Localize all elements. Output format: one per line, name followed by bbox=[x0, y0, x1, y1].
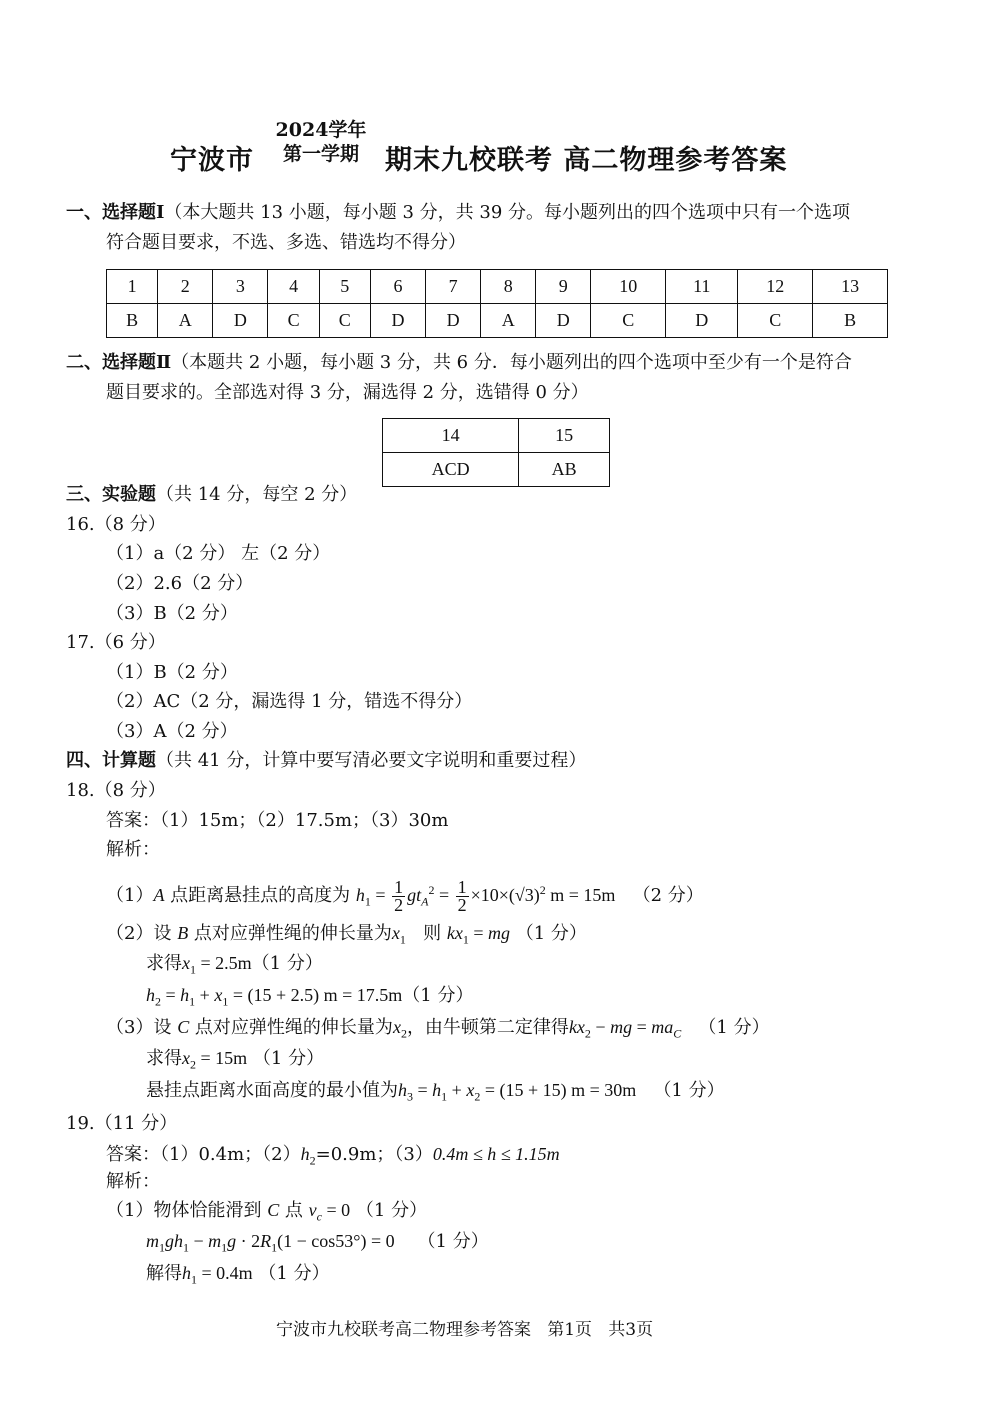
q18-part3-result bbox=[146, 1046, 324, 1077]
q18-p3-score: （1 分） bbox=[698, 1017, 770, 1038]
q18-p2-var: $x_1$ bbox=[391, 923, 406, 947]
footer-text: 宁波市九校联考高二物理参考答案 bbox=[276, 1320, 531, 1340]
q19-part1 bbox=[106, 1198, 427, 1229]
q18-p2-result-value: = 2.5m bbox=[200, 953, 252, 973]
q18-label: 18.（8 分） bbox=[66, 780, 166, 801]
q18-p2-result-var: $x_1$ bbox=[182, 953, 196, 977]
section2-desc: （本题共 2 小题，每小题 3 分，共 6 分．每小题列出的四个选项中至少有一个是符合 bbox=[171, 352, 852, 373]
section4-line bbox=[66, 749, 586, 773]
table-cell-answer: C bbox=[268, 304, 319, 338]
section3-heading: 三、实验题 bbox=[66, 484, 156, 505]
table-cell-number: 12 bbox=[738, 270, 813, 304]
section1-heading: 一、选择题Ⅰ bbox=[66, 202, 165, 223]
section1-line1 bbox=[66, 201, 850, 225]
section2-heading: 二、选择题Ⅱ bbox=[66, 352, 172, 373]
q19-p1-formula: $v_c = 0$ bbox=[308, 1200, 351, 1224]
section1-answer-table bbox=[106, 269, 888, 338]
section3-line bbox=[66, 483, 357, 507]
q18-p2-score: （1 分） bbox=[515, 923, 587, 944]
table-cell-number: 4 bbox=[268, 270, 319, 304]
q19-p1-prefix: （1）物体恰能滑到 bbox=[106, 1200, 268, 1221]
q19-answer-range: 0.4m ≤ h ≤ 1.15m bbox=[432, 1144, 560, 1164]
table-cell-answer: D bbox=[426, 304, 481, 338]
section1-desc: （本大题共 13 小题，每小题 3 分，共 39 分。每小题列出的四个选项中只有一个选项 bbox=[164, 202, 851, 223]
q18-part2-eq2 bbox=[146, 983, 473, 1014]
q17-line: （1）B（2 分） bbox=[106, 662, 238, 683]
q18-p3-result-value: = 15m bbox=[200, 1048, 248, 1068]
q16-line: （1）a（2 分） 左（2 分） bbox=[106, 543, 331, 564]
q18-p3-min-text: 悬挂点距离水面高度的最小值为 bbox=[146, 1080, 398, 1101]
q19-result bbox=[146, 1261, 330, 1292]
table-cell-answer: D bbox=[213, 304, 268, 338]
q19-answer bbox=[106, 1142, 560, 1173]
section1-answer-row bbox=[107, 304, 888, 338]
table-cell-number: 13 bbox=[813, 270, 888, 304]
title-year-stack bbox=[262, 118, 380, 166]
q19-result-score: （1 分） bbox=[258, 1263, 330, 1284]
q18-p3-text: 点对应弹性绳的伸长量为 bbox=[189, 1017, 393, 1038]
table-cell-answer: A bbox=[158, 304, 213, 338]
q19-p1-text: 点 bbox=[279, 1200, 303, 1221]
table-cell-number: 11 bbox=[666, 270, 738, 304]
table-cell-number: 9 bbox=[536, 270, 591, 304]
table-cell-answer: B bbox=[107, 304, 158, 338]
q18-p1-score: （2 分） bbox=[632, 885, 704, 906]
table-cell-answer: D bbox=[536, 304, 591, 338]
section1-number-row bbox=[107, 270, 888, 304]
q18-p3-formula: $kx_2$ − mg = $ma_C$ bbox=[568, 1017, 682, 1041]
section1-desc2: 符合题目要求，不选、多选、错选均不得分） bbox=[106, 232, 466, 253]
q18-part2 bbox=[106, 921, 587, 952]
table-cell-number: 6 bbox=[370, 270, 425, 304]
q18-part3-min bbox=[146, 1078, 725, 1109]
table-cell-number: 5 bbox=[319, 270, 370, 304]
q18-p1-formula: $h_1$ = $\frac{1}{2}$ $gt_A^2$ = $\frac{1}{2}$ $\times 10\times(√3)^2$ m bbox=[355, 877, 569, 916]
q18-p3-min-formula: $h_3 = h_1 + x_2$ bbox=[398, 1080, 481, 1104]
table-cell-answer: C bbox=[738, 304, 813, 338]
page-footer bbox=[276, 1315, 653, 1340]
table-cell-answer: C bbox=[591, 304, 666, 338]
section2-line1 bbox=[66, 351, 852, 375]
table-cell-answer: A bbox=[481, 304, 536, 338]
q19-result-var: $h_1$ bbox=[182, 1263, 197, 1287]
table-cell-number: 14 bbox=[383, 419, 519, 453]
q18-part2-result bbox=[146, 951, 323, 982]
q19-answer-mid: =0.9m；（3） bbox=[315, 1144, 433, 1165]
q18-p1-text: 点距离悬挂点的高度为 bbox=[164, 885, 351, 906]
title-main: 期末九校联考 高二物理参考答案 bbox=[385, 145, 788, 176]
q17-label: 17.（6 分） bbox=[66, 632, 166, 653]
table-cell-number: 8 bbox=[481, 270, 536, 304]
q16-line: （2）2.6（2 分） bbox=[106, 573, 254, 594]
table-cell-answer: B bbox=[813, 304, 888, 338]
q17-line: （3）A（2 分） bbox=[106, 721, 238, 742]
q18-p2-point: B bbox=[177, 923, 189, 943]
q18-p2-then: 则 bbox=[423, 923, 442, 944]
q18-p2-eq2-formula: $h_2 = h_1 + x_1$ bbox=[146, 985, 229, 1009]
table-cell-number: 1 bbox=[107, 270, 158, 304]
q18-part1 bbox=[106, 875, 704, 917]
q18-p3-min-score: （1 分） bbox=[653, 1080, 725, 1101]
q18-p3-result-score: （1 分） bbox=[252, 1048, 325, 1069]
table-cell-number: 7 bbox=[426, 270, 481, 304]
q18-p2-eq2-score: （1 分） bbox=[402, 985, 474, 1006]
q17-line: （2）AC（2 分，漏选得 1 分，错选不得分） bbox=[106, 691, 473, 712]
title-term: 第一学期 bbox=[282, 143, 359, 165]
table-cell-number: 15 bbox=[519, 419, 610, 453]
footer-page: 第1页 bbox=[547, 1320, 593, 1340]
q19-eq-formula: $m_1gh_1 - m_1g \cdot 2R_1(1 - \cos 53^\circ) = 0$ bbox=[146, 1231, 395, 1255]
table-cell-answer: C bbox=[319, 304, 370, 338]
q19-label: 19.（11 分） bbox=[66, 1113, 178, 1134]
q18-p3-point: C bbox=[177, 1017, 190, 1037]
q18-p3-law: ，由牛顿第二定律得 bbox=[406, 1017, 569, 1038]
table-cell-answer: D bbox=[370, 304, 425, 338]
section2-desc2: 题目要求的。全部选对得 3 分，漏选得 2 分，选错得 0 分） bbox=[106, 382, 589, 403]
section4-desc: （共 41 分，计算中要写清必要文字说明和重要过程） bbox=[156, 750, 587, 771]
table-cell-answer: ACD bbox=[383, 453, 519, 487]
section3-desc: （共 14 分，每空 2 分） bbox=[156, 484, 358, 505]
q18-p3-var: $x_2$ bbox=[392, 1017, 407, 1041]
table-cell-answer: AB bbox=[519, 453, 610, 487]
table-cell-number: 10 bbox=[591, 270, 666, 304]
q18-p2-result: 求得 bbox=[146, 953, 182, 974]
q19-result-label: 解得 bbox=[146, 1263, 182, 1284]
q18-p2-text: 点对应弹性绳的伸长量为 bbox=[188, 923, 392, 944]
q18-p2-prefix: （2）设 bbox=[106, 923, 178, 944]
q18-p2-result-score: （1 分） bbox=[251, 953, 323, 974]
table-cell-number: 2 bbox=[158, 270, 213, 304]
q18-p3-result-var: $x_2$ bbox=[182, 1048, 196, 1072]
fraction-half: $\frac{1}{2}$ bbox=[394, 877, 404, 916]
section4-heading: 四、计算题 bbox=[66, 750, 156, 771]
q18-p3-prefix: （3）设 bbox=[106, 1017, 178, 1038]
q18-p1-equation: = 15m bbox=[568, 885, 616, 905]
section2-answer-row bbox=[383, 453, 610, 487]
q18-p3-result: 求得 bbox=[146, 1048, 182, 1069]
q19-analysis: 解析： bbox=[106, 1171, 160, 1192]
q19-eq-score: （1 分） bbox=[417, 1231, 489, 1252]
title-year: 2024学年 bbox=[275, 119, 367, 141]
fraction-half: $\frac{1}{2}$ bbox=[457, 877, 467, 916]
q18-part3 bbox=[106, 1015, 770, 1046]
q18-p3-min-value: = (15 + 15) m = 30m bbox=[484, 1080, 637, 1100]
title-city: 宁波市 bbox=[170, 145, 254, 176]
q16-label: 16.（8 分） bbox=[66, 514, 166, 535]
q19-answer-prefix: 答案：（1）0.4m；（2） bbox=[106, 1144, 301, 1165]
q18-p1-point: A bbox=[153, 885, 165, 905]
q18-p1-prefix: （1） bbox=[106, 885, 154, 906]
footer-total: 共3页 bbox=[608, 1320, 654, 1340]
table-cell-number: 3 bbox=[213, 270, 268, 304]
q18-p2-eq2-value: = (15 + 2.5) m = 17.5m bbox=[232, 985, 403, 1005]
section2-answer-table bbox=[382, 418, 610, 487]
q19-answer-var: $h_2$ bbox=[300, 1144, 316, 1168]
q19-equation bbox=[146, 1229, 489, 1260]
q18-analysis: 解析： bbox=[106, 839, 160, 860]
q16-line: （3）B（2 分） bbox=[106, 603, 238, 624]
section2-number-row bbox=[383, 419, 610, 453]
q19-p1-point: C bbox=[267, 1200, 280, 1220]
table-cell-answer: D bbox=[666, 304, 738, 338]
q18-p2-formula: $kx_1$ = mg bbox=[446, 923, 510, 947]
q18-answer: 答案：（1）15m；（2）17.5m；（3）30m bbox=[106, 810, 449, 831]
q19-p1-score: （1 分） bbox=[355, 1200, 428, 1221]
q19-result-value: = 0.4m bbox=[201, 1263, 253, 1283]
